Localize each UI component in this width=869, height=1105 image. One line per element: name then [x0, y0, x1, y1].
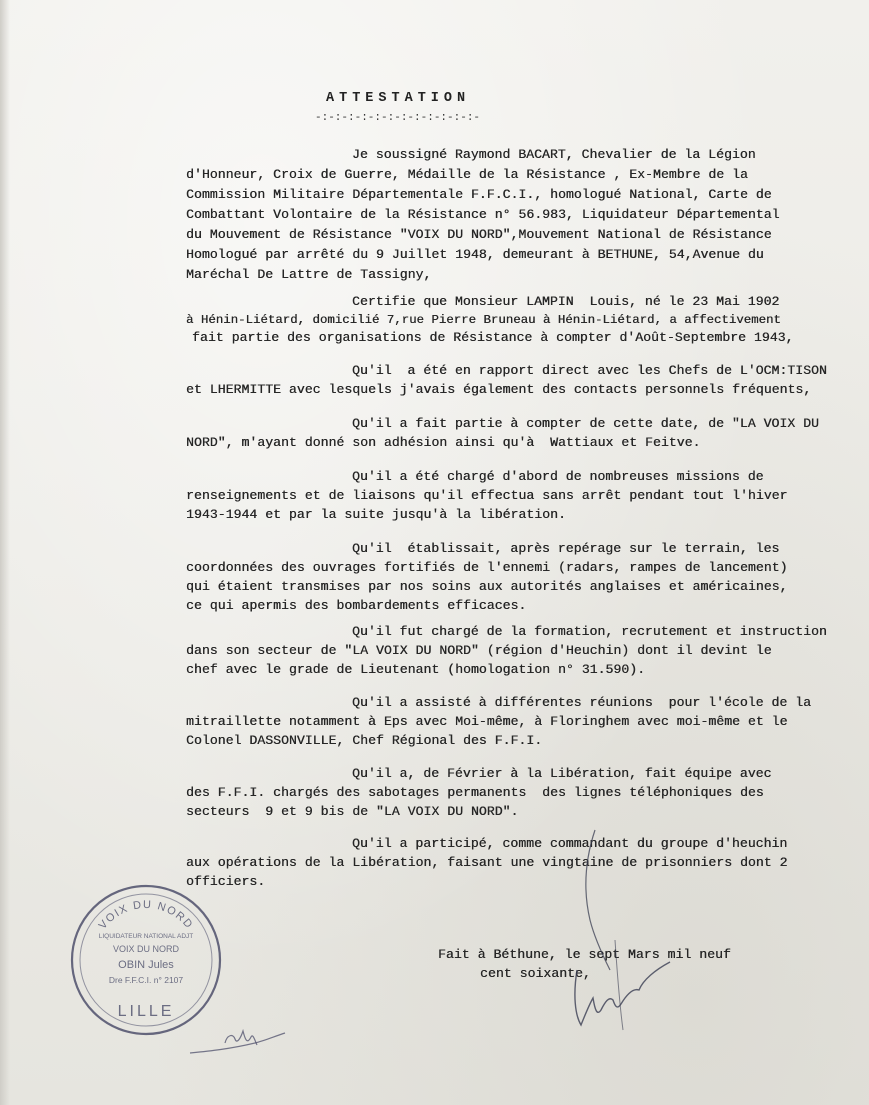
paragraph-6-line-1: Qu'il établissait, après repérage sur le terrain, les [352, 541, 780, 556]
paragraph-2-line-1: Certifie que Monsieur LAMPIN Louis, né le 23 Mai 1902 [352, 294, 780, 309]
stamp-line-2: VOIX DU NORD [112, 944, 180, 954]
paragraph-9-line-3: secteurs 9 et 9 bis de "LA VOIX DU NORD". [186, 804, 519, 819]
title-rule: -:-:-:-:-:-:-:-:-:-:-:-:- [315, 112, 481, 124]
paragraph-8-line-1: Qu'il a assisté à différentes réunions pour l'école de la [352, 695, 811, 710]
paragraph-7-line-2: dans son secteur de "LA VOIX DU NORD" (région d'Heuchin) dont il devint le [186, 643, 772, 658]
paper-fold-edge [0, 0, 10, 1105]
stamp-top-arc: VOIX DU NORD [96, 898, 196, 932]
paragraph-5-line-3: 1943-1944 et par la suite jusqu'à la libération. [186, 507, 566, 522]
paragraph-2-line-2: à Hénin-Liétard, domicilié 7,rue Pierre Bruneau à Hénin-Liétard, a affectivement [186, 313, 781, 327]
paragraph-10-line-1: Qu'il a participé, comme commandant du groupe d'heuchin [352, 836, 788, 851]
paragraph-4-line-1: Qu'il a fait partie à compter de cette date, de "LA VOIX DU [352, 416, 819, 431]
paragraph-1-line-5: du Mouvement de Résistance "VOIX DU NORD",Mouvement National de Résistance [186, 227, 772, 242]
paragraph-1-line-2: d'Honneur, Croix de Guerre, Médaille de la Résistance , Ex-Membre de la [186, 167, 748, 182]
paragraph-6-line-3: qui étaient transmises par nos soins aux autorités anglaises et américaines, [186, 579, 788, 594]
paragraph-7-line-3: chef avec le grade de Lieutenant (homologation n° 31.590). [186, 662, 645, 677]
paragraph-1-line-4: Combattant Volontaire de la Résistance n° 56.983, Liquidateur Départemental [186, 207, 780, 222]
handwritten-signature [555, 820, 695, 1040]
paragraph-1-line-7: Maréchal De Lattre de Tassigny, [186, 267, 432, 282]
paragraph-1-line-3: Commission Militaire Départementale F.F.C.I., homologué National, Carte de [186, 187, 772, 202]
paragraph-9-line-2: des F.F.I. chargés des sabotages permanents des lignes téléphoniques des [186, 785, 764, 800]
closing-year: cent soixante, [480, 966, 591, 981]
stamp-line-3: OBIN Jules [118, 959, 174, 971]
paragraph-8-line-3: Colonel DASSONVILLE, Chef Régional des F.F.I. [186, 733, 543, 748]
paragraph-1-line-6: Homologué par arrêté du 9 Juillet 1948, demeurant à BETHUNE, 54,Avenue du [186, 247, 764, 262]
stamp-line-1: LIQUIDATEUR NATIONAL ADJT [98, 933, 194, 940]
stamp-bottom: LILLE [117, 1003, 175, 1020]
paragraph-10-line-3: officiers. [186, 874, 266, 889]
paragraph-3-line-1: Qu'il a été en rapport direct avec les Chefs de L'OCM:TISON [352, 363, 827, 378]
closing-place-date: Fait à Béthune, le sept Mars mil neuf [438, 947, 731, 962]
paragraph-5-line-2: renseignements et de liaisons qu'il effectua sans arrêt pendant tout l'hiver [186, 488, 788, 503]
handwritten-initials [185, 1015, 295, 1065]
paragraph-3-line-2: et LHERMITTE avec lesquels j'avais également des contacts personnels fréquents, [186, 382, 812, 397]
paragraph-1-line-1: Je soussigné Raymond BACART, Chevalier de la Légion [352, 147, 756, 162]
paragraph-9-line-1: Qu'il a, de Février à la Libération, fait équipe avec [352, 766, 772, 781]
paragraph-6-line-4: ce qui apermis des bombardements efficaces. [186, 598, 527, 613]
paragraph-7-line-1: Qu'il fut chargé de la formation, recrutement et instruction [352, 624, 827, 639]
paragraph-6-line-2: coordonnées des ouvrages fortifiés de l'ennemi (radars, rampes de lancement) [186, 560, 788, 575]
paragraph-4-line-2: NORD", m'ayant donné son adhésion ainsi qu'à Wattiaux et Feitve. [186, 435, 701, 450]
document-title: ATTESTATION [326, 91, 471, 106]
paragraph-2-line-3: fait partie des organisations de Résistance à compter d'Août-Septembre 1943, [192, 330, 794, 345]
stamp-line-4: Dre F.F.C.I. n° 2107 [108, 975, 184, 985]
paragraph-8-line-2: mitraillette notamment à Eps avec Moi-même, à Floringhem avec moi-même et le [186, 714, 788, 729]
paragraph-10-line-2: aux opérations de la Libération, faisant une vingtaine de prisonniers dont 2 [186, 855, 788, 870]
paragraph-5-line-1: Qu'il a été chargé d'abord de nombreuses missions de [352, 469, 764, 484]
